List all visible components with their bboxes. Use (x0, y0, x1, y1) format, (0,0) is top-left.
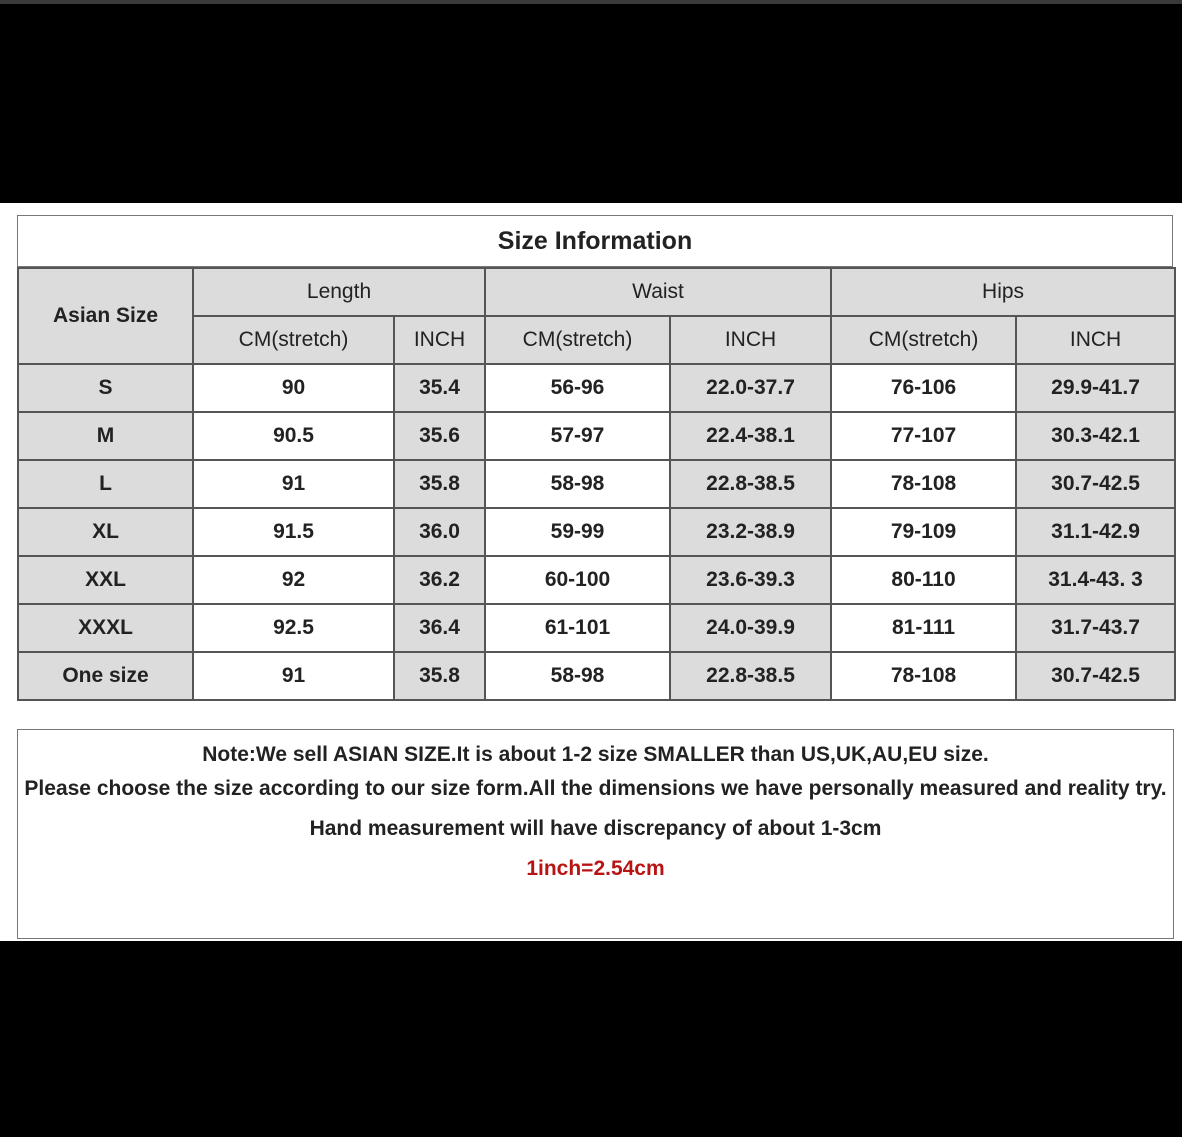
waist-cm: 58-98 (485, 460, 670, 508)
waist-inch: 22.0-37.7 (670, 364, 831, 412)
size-label: XXXL (18, 604, 193, 652)
table-row (18, 412, 1175, 460)
length-header: Length (193, 268, 485, 316)
table-row (18, 508, 1175, 556)
length-cm: 91 (193, 652, 394, 700)
top-border (0, 0, 1182, 4)
length-cm: 90.5 (193, 412, 394, 460)
table-row (18, 604, 1175, 652)
length-cm-header: CM(stretch) (193, 316, 394, 364)
hips-cm: 77-107 (831, 412, 1016, 460)
hips-cm: 78-108 (831, 460, 1016, 508)
size-label: One size (18, 652, 193, 700)
length-cm: 91 (193, 460, 394, 508)
length-inch: 35.6 (394, 412, 485, 460)
hips-cm: 79-109 (831, 508, 1016, 556)
length-inch: 36.0 (394, 508, 485, 556)
length-inch: 35.4 (394, 364, 485, 412)
size-chart (0, 203, 1182, 941)
hips-inch: 30.3-42.1 (1016, 412, 1175, 460)
length-inch: 35.8 (394, 652, 485, 700)
hips-cm: 76-106 (831, 364, 1016, 412)
notes-box (17, 729, 1174, 939)
hips-inch: 30.7-42.5 (1016, 460, 1175, 508)
table-row (18, 460, 1175, 508)
waist-inch-header: INCH (670, 316, 831, 364)
length-cm: 91.5 (193, 508, 394, 556)
size-label: XXL (18, 556, 193, 604)
waist-cm: 57-97 (485, 412, 670, 460)
waist-inch: 24.0-39.9 (670, 604, 831, 652)
length-inch: 36.4 (394, 604, 485, 652)
chart-title: Size Information (17, 215, 1173, 267)
hips-cm: 81-111 (831, 604, 1016, 652)
note-conversion: 1inch=2.54cm (526, 857, 665, 880)
waist-inch: 22.8-38.5 (670, 460, 831, 508)
size-label: L (18, 460, 193, 508)
length-inch-header: INCH (394, 316, 485, 364)
waist-cm: 56-96 (485, 364, 670, 412)
asian-size-header: Asian Size (18, 268, 193, 364)
length-inch: 36.2 (394, 556, 485, 604)
hips-cm: 80-110 (831, 556, 1016, 604)
hips-inch: 31.7-43.7 (1016, 604, 1175, 652)
size-label: S (18, 364, 193, 412)
note-measurement: Hand measurement will have discrepancy of about 1-3cm (309, 817, 882, 840)
waist-cm: 59-99 (485, 508, 670, 556)
waist-cm: 60-100 (485, 556, 670, 604)
hips-inch-header: INCH (1016, 316, 1175, 364)
waist-cm: 61-101 (485, 604, 670, 652)
table-row (18, 364, 1175, 412)
hips-inch: 31.4-43. 3 (1016, 556, 1175, 604)
hips-inch: 29.9-41.7 (1016, 364, 1175, 412)
hips-cm-header: CM(stretch) (831, 316, 1016, 364)
table-row (18, 556, 1175, 604)
hips-inch: 31.1-42.9 (1016, 508, 1175, 556)
hips-cm: 78-108 (831, 652, 1016, 700)
size-label: XL (18, 508, 193, 556)
waist-header: Waist (485, 268, 831, 316)
table-row (18, 652, 1175, 700)
hips-header: Hips (831, 268, 1175, 316)
waist-inch: 22.8-38.5 (670, 652, 831, 700)
note-asian-size: Note:We sell ASIAN SIZE.It is about 1-2 size SMALLER than US,UK,AU,EU size. (202, 743, 989, 766)
note-choose-size: Please choose the size according to our size form.All the dimensions we have personally measured and reality try. (24, 777, 1167, 800)
length-cm: 92.5 (193, 604, 394, 652)
size-label: M (18, 412, 193, 460)
length-inch: 35.8 (394, 460, 485, 508)
waist-inch: 23.6-39.3 (670, 556, 831, 604)
waist-inch: 22.4-38.1 (670, 412, 831, 460)
size-table (17, 267, 1176, 701)
waist-inch: 23.2-38.9 (670, 508, 831, 556)
waist-cm: 58-98 (485, 652, 670, 700)
group-header-row (18, 268, 1175, 316)
length-cm: 90 (193, 364, 394, 412)
length-cm: 92 (193, 556, 394, 604)
waist-cm-header: CM(stretch) (485, 316, 670, 364)
hips-inch: 30.7-42.5 (1016, 652, 1175, 700)
